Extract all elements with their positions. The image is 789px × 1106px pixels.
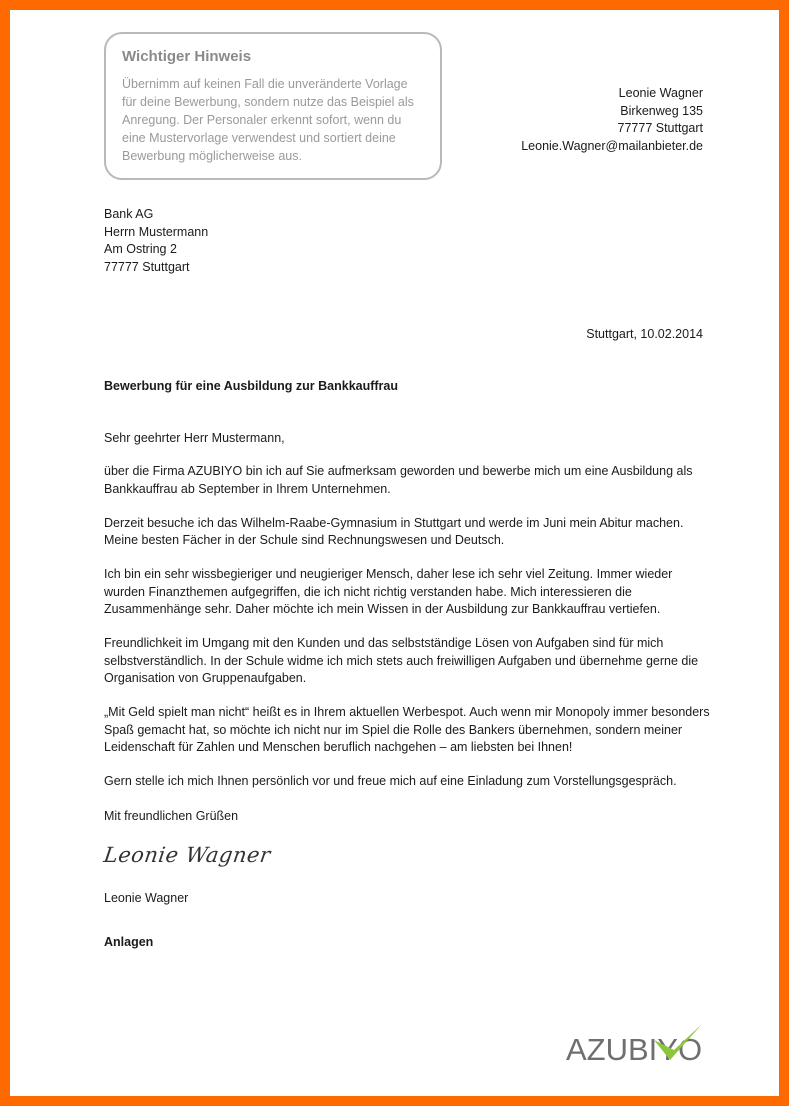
sender-street: Birkenweg 135 [620, 103, 703, 118]
letter-body [104, 430, 714, 807]
salutation: Sehr geehrter Herr Mustermann, [104, 431, 285, 445]
checkmark-icon [650, 1020, 706, 1070]
notice-box [104, 32, 442, 180]
body-paragraph: über die Firma AZUBIYO bin ich auf Sie aufmerksam geworden und bewerbe mich um eine Ausbildung als Bankkauffrau ab September in Ihrem Unternehmen. [104, 464, 693, 496]
body-paragraph: Derzeit besuche ich das Wilhelm-Raabe-Gymnasium in Stuttgart und werde im Juni mein Abitur machen. Meine besten Fächer in der Schule sind Rechnungswesen und Deutsch. [104, 515, 684, 548]
body-paragraph: „Mit Geld spielt man nicht“ heißt es in Ihrem aktuellen Werbespot. Auch wenn mir Monopoly immer besonders Spaß gemacht hat, so möchte ich nicht nur im Spiel die Rolle des Bankers übernehmen, sondern meiner Leidenschaft für Zahlen und Menschen beruflich nachgehen – am liebsten bei Ihnen! [104, 705, 710, 754]
body-paragraph: Ich bin ein sehr wissbegieriger und neugieriger Mensch, daher lese ich sehr viel Zeitung. Immer wieder wurden Finanzthemen aufgegriffen, die ich nicht richtig verstanden habe. Mich interessieren die Zusammenhänge sehr. Daher möchte ich mein Wissen in der Ausbildung zur Bankkauffrau vertiefen. [104, 567, 673, 617]
azubiyo-logo [566, 1018, 726, 1078]
recipient-contact: Herrn Mustermann [104, 224, 209, 239]
sender-email: Leonie.Wagner@mailanbieter.de [521, 138, 703, 153]
logo-text: AZUBIYO [566, 1032, 703, 1067]
notice-title: Wichtiger Hinweis [122, 48, 252, 65]
attachments-label: Anlagen [104, 935, 154, 949]
sender-city: 77777 Stuttgart [617, 121, 703, 135]
letter-subject: Bewerbung für eine Ausbildung zur Bankkauffrau [104, 379, 399, 393]
body-paragraph: Gern stelle ich mich Ihnen persönlich vor und freue mich auf eine Einladung zum Vorstellungsgespräch. [104, 774, 677, 789]
handwritten-signature: Leonie Wagner [102, 843, 273, 867]
signer-name: Leonie Wagner [104, 891, 189, 905]
letter-date: Stuttgart, 10.02.2014 [586, 327, 703, 341]
sender-name: Leonie Wagner [618, 86, 703, 100]
closing: Mit freundlichen Grüßen [104, 809, 239, 823]
recipient-company: Bank AG [104, 207, 154, 221]
letter-page [10, 10, 779, 1096]
notice-text: Übernimm auf keinen Fall die unveränderte Vorlage für deine Bewerbung, sondern nutze das Beispiel als Anregung. Der Personaler erkennt sofort, wenn du eine Mustervorlage verwendest und sortiert deine Bewerbung möglicherweise aus. [122, 77, 414, 163]
sender-address [521, 85, 703, 155]
recipient-street: Am Ostring 2 [104, 242, 177, 256]
recipient-address [104, 206, 208, 276]
body-paragraph: Freundlichkeit im Umgang mit den Kunden und das selbstständige Lösen von Aufgaben sind für mich selbstverständlich. In der Schule widme ich mich stets auch freiwilligen Aufgaben und übernehme gerne die Organisation von Gruppenaufgaben. [104, 636, 699, 685]
recipient-city: 77777 Stuttgart [104, 259, 190, 274]
